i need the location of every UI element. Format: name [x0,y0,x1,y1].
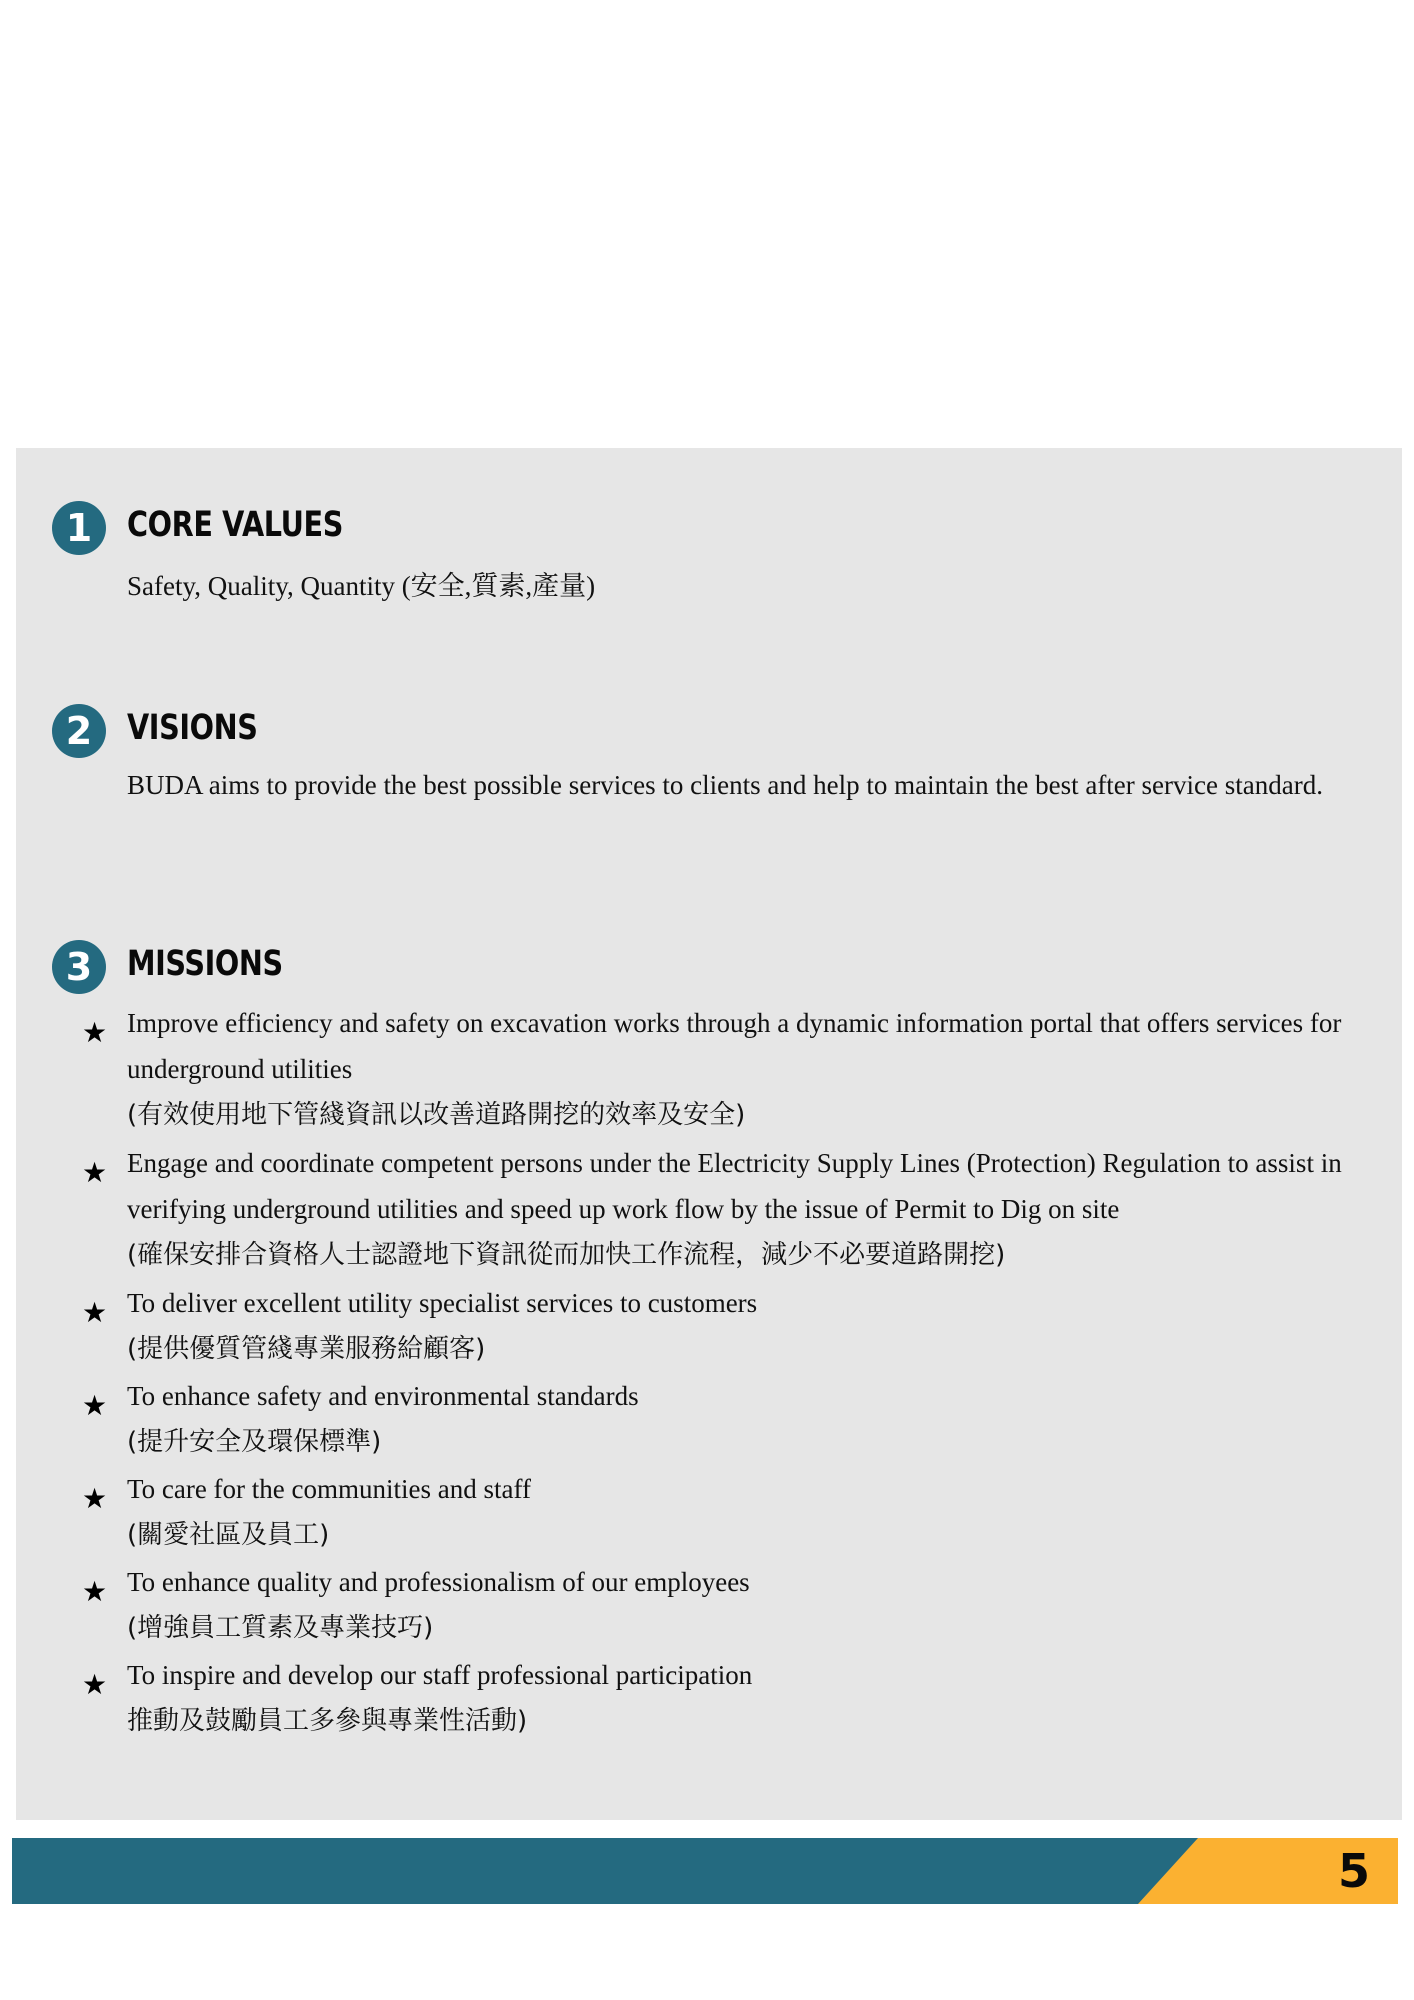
visions-heading: VISIONS [127,708,258,748]
core-values-heading: CORE VALUES [127,505,343,545]
mission-text-en: To deliver excellent utility specialist services to customers [127,1288,758,1318]
list-item [16,1559,1402,1652]
mission-text-zh: (增強員工質素及專業技巧) [127,1613,434,1643]
star-bullet-icon: ★ [82,1296,108,1329]
list-item [16,1373,1402,1466]
star-bullet-icon: ★ [82,1575,108,1608]
mission-text-zh: (關愛社區及員工) [127,1520,330,1550]
star-bullet-icon: ★ [82,1389,108,1422]
list-item [16,1466,1402,1559]
star-bullet-icon: ★ [82,1156,108,1189]
section-number-badge: 3 [52,940,106,994]
list-item [16,1000,1402,1140]
mission-text-en: To enhance safety and environmental standards [127,1381,639,1411]
core-values-text: Safety, Quality, Quantity (安全,質素,產量) [127,571,596,601]
list-item [16,1140,1402,1280]
page-number: 5 [1337,1844,1370,1898]
mission-text-en: To enhance quality and professionalism of our employees [127,1567,750,1597]
mission-text-zh: (確保安排合資格人士認證地下資訊從而加快工作流程，減少不必要道路開挖) [127,1240,1006,1270]
mission-text-en: To inspire and develop our staff professional participation [127,1660,753,1690]
mission-text-zh: 推動及鼓勵員工多參與專業性活動) [127,1706,528,1736]
mission-text-en: Improve efficiency and safety on excavation works through a dynamic information portal that offers services for underground utilities [127,1008,1342,1084]
mission-text-en: To care for the communities and staff [127,1474,531,1504]
star-bullet-icon: ★ [82,1016,108,1049]
missions-list [16,1000,1402,1745]
section-number-badge: 2 [52,704,106,758]
visions-text: BUDA aims to provide the best possible services to clients and help to maintain the best after service standard. [127,770,1323,800]
star-bullet-icon: ★ [82,1482,108,1515]
mission-text-en: Engage and coordinate competent persons under the Electricity Supply Lines (Protection) Regulation to assist in verifying underground utilities and speed up work flow by the issue of Permit to Dig on site [127,1148,1342,1224]
section-number-badge: 1 [52,501,106,555]
mission-text-zh: (提升安全及環保標準) [127,1427,382,1457]
mission-text-zh: (有效使用地下管綫資訊以改善道路開挖的效率及安全) [127,1100,746,1130]
footer-bar [12,1838,1398,1904]
list-item [16,1652,1402,1745]
mission-text-zh: (提供優質管綫專業服務給顧客) [127,1334,486,1364]
list-item [16,1280,1402,1373]
star-bullet-icon: ★ [82,1668,108,1701]
content-panel [16,448,1402,1820]
missions-heading: MISSIONS [127,944,283,984]
